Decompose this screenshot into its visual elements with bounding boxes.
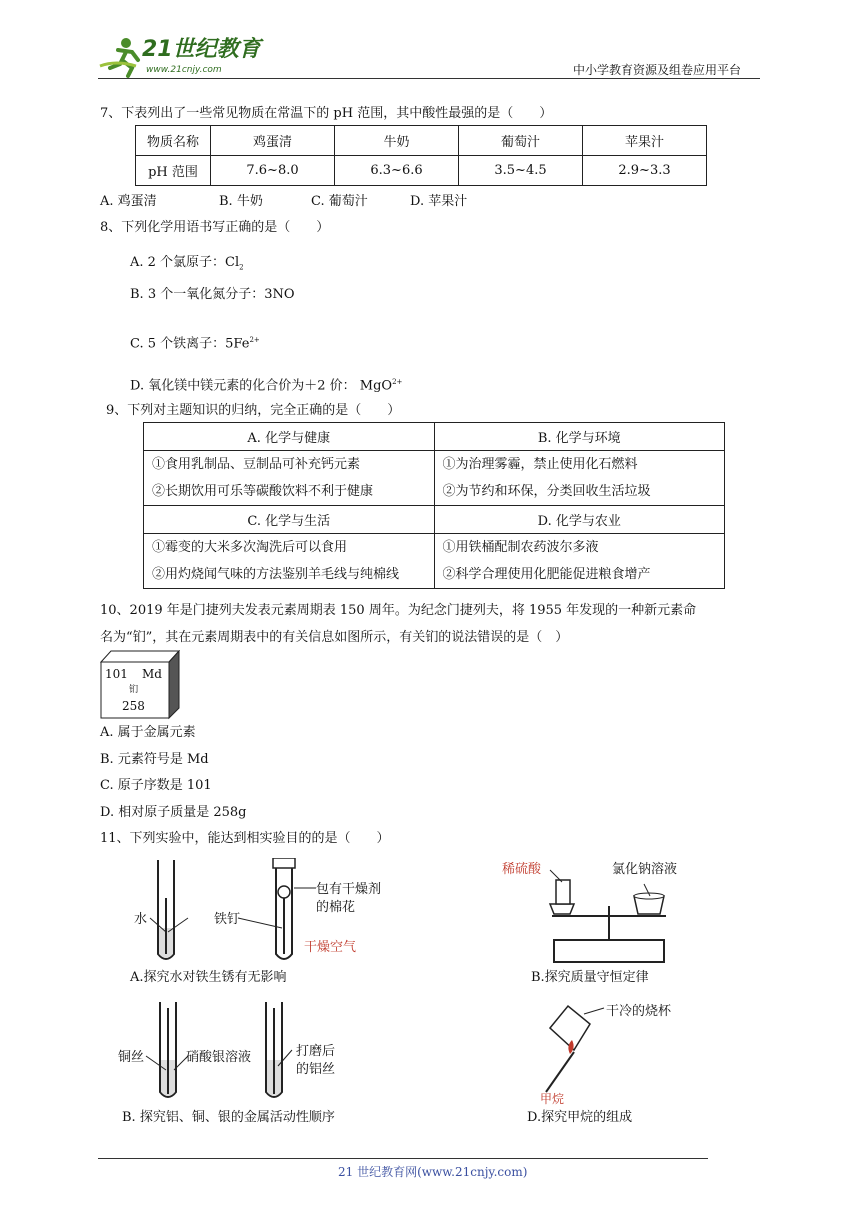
table-cell: 6.3~6.6 <box>335 156 459 186</box>
q8-stem: 8、下列化学用语书写正确的是（ ） <box>100 220 330 235</box>
table-cell <box>434 451 725 506</box>
q10-stem-2: 名为“钔”，其在元素周期表中的有关信息如图所示，有关钔的说法错误的是（ ） <box>100 630 569 645</box>
q8-option-a-sub: 2 <box>239 263 244 272</box>
label-cotton-2: 的棉花 <box>316 900 356 915</box>
table-cell: D. 化学与农业 <box>434 506 725 534</box>
q8-option-c <box>130 332 260 352</box>
label-water: 水 <box>134 912 148 927</box>
footer-rule <box>98 1158 708 1159</box>
logo <box>96 36 266 80</box>
table-row <box>144 534 725 589</box>
table-cell: 葡萄汁 <box>459 126 583 156</box>
list-item: ①食用乳制品、豆制品可补充钙元素 <box>152 457 361 472</box>
label-copper: 铜丝 <box>118 1050 145 1065</box>
table-cell <box>144 451 435 506</box>
label-al-2: 的铝丝 <box>296 1062 336 1077</box>
label-nail: 铁钉 <box>214 912 241 927</box>
table-cell: C. 化学与生活 <box>144 506 435 534</box>
list-item: ①霉变的大米多次淘洗后可以食用 <box>152 540 348 555</box>
element-mass: 258 <box>122 699 145 713</box>
table-cell: 物质名称 <box>136 126 211 156</box>
figure-b-balance <box>494 856 724 970</box>
q8-option-b: B. 3 个一氧化氮分子：3NO <box>130 287 295 302</box>
q10-option-b: B. 元素符号是 Md <box>100 752 209 767</box>
q10-option-c: C. 原子序数是 101 <box>100 778 212 793</box>
q8-option-d-text: D. 氧化镁中镁元素的化合价为＋2 价： MgO <box>130 378 393 394</box>
q9-stem: 9、下列对主题知识的归纳，完全正确的是（ ） <box>106 403 401 418</box>
q10-stem-1: 10、2019 年是门捷列夫发表元素周期表 150 周年。为纪念门捷列夫，将 1955 年发现的一种新元素命 <box>100 603 697 618</box>
caption-c: B. 探究铝、铜、银的金属活动性顺序 <box>122 1110 335 1125</box>
table-row <box>136 156 707 186</box>
q7-stem: 7、下表列出了一些常见物质在常温下的 pH 范围，其中酸性最强的是（ ） <box>100 106 553 121</box>
label-silver-nitrate: 硝酸银溶液 <box>186 1050 252 1065</box>
element-symbol: Md <box>142 667 162 681</box>
caption-a: A.探究水对铁生锈有无影响 <box>130 970 287 985</box>
table-cell: B. 化学与环境 <box>434 423 725 451</box>
q8-option-a <box>130 255 244 276</box>
footer-text: 21 世纪教育网(www.21cnjy.com) <box>338 1165 528 1179</box>
q7-option-b: B. 牛奶 <box>219 194 263 209</box>
list-item: ②科学合理使用化肥能促进粮食增产 <box>442 567 651 582</box>
header-rule <box>98 78 760 79</box>
label-cotton-1: 包有干燥剂 <box>316 882 382 897</box>
test-tubes-icon <box>130 858 410 970</box>
element-tile <box>100 650 180 720</box>
figure-c-metals <box>118 1000 378 1104</box>
label-acid: 稀硫酸 <box>502 862 542 877</box>
table-row <box>136 126 707 156</box>
q8-option-d <box>130 374 402 394</box>
q7-option-a: A. 鸡蛋清 <box>100 194 157 209</box>
q11-stem: 11、下列实验中，能达到相实验目的的是（ ） <box>100 831 390 846</box>
q8-option-d-sup: 2+ <box>392 378 403 386</box>
label-al-1: 打磨后 <box>296 1044 336 1059</box>
q8-option-c-sup: 2+ <box>249 336 260 344</box>
logo-url: www.21cnjy.com <box>146 65 222 75</box>
table-row <box>144 506 725 534</box>
list-item: ②用灼烧闻气味的方法鉴别羊毛线与纯棉线 <box>152 567 400 582</box>
q10-option-a: A. 属于金属元素 <box>100 725 196 740</box>
table-cell: 3.5~4.5 <box>459 156 583 186</box>
figure-a-rust <box>130 858 410 970</box>
table-cell: 7.6~8.0 <box>211 156 335 186</box>
label-methane: 甲烷 <box>540 1092 565 1106</box>
knowledge-table <box>143 422 725 589</box>
q7-option-c: C. 葡萄汁 <box>311 194 368 209</box>
element-name: 钔 <box>129 685 139 695</box>
table-cell: 牛奶 <box>335 126 459 156</box>
table-cell: 鸡蛋清 <box>211 126 335 156</box>
ph-table <box>135 125 707 186</box>
q10-option-d: D. 相对原子质量是 258g <box>100 805 247 820</box>
label-dry-air: 干燥空气 <box>304 940 357 955</box>
table-row <box>144 451 725 506</box>
table-cell: pH 范围 <box>136 156 211 186</box>
label-solution: 氯化钠溶液 <box>612 862 678 877</box>
element-number: 101 <box>105 667 128 681</box>
table-cell <box>144 534 435 589</box>
q8-option-c-text: C. 5 个铁离子：5Fe <box>130 336 250 352</box>
header-tagline: 中小学教育资源及组卷应用平台 <box>573 63 742 77</box>
q8-option-a-text: A. 2 个氯原子：Cl <box>130 255 240 270</box>
q7-option-d: D. 苹果汁 <box>410 194 468 209</box>
list-item: ②长期饮用可乐等碳酸饮料不利于健康 <box>152 484 374 499</box>
table-cell <box>434 534 725 589</box>
label-beaker: 干冷的烧杯 <box>606 1004 672 1019</box>
table-cell: 2.9~3.3 <box>583 156 707 186</box>
figure-d-methane <box>520 994 720 1104</box>
logo-text: 21世纪教育 <box>142 37 261 62</box>
caption-d: D.探究甲烷的组成 <box>527 1110 633 1125</box>
list-item: ②为节约和环保，分类回收生活垃圾 <box>442 484 651 499</box>
table-row <box>144 423 725 451</box>
table-cell: A. 化学与健康 <box>144 423 435 451</box>
table-cell: 苹果汁 <box>583 126 707 156</box>
list-item: ①用铁桶配制农药波尔多液 <box>442 540 599 555</box>
list-item: ①为治理雾霾，禁止使用化石燃料 <box>442 457 638 472</box>
caption-b: B.探究质量守恒定律 <box>531 970 649 985</box>
